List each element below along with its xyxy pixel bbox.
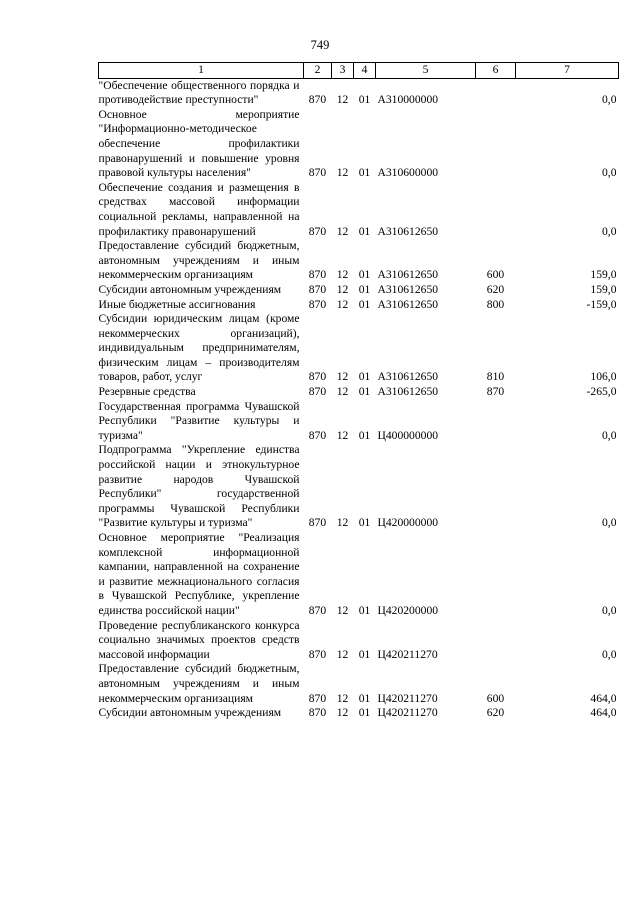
table-row: [99, 443, 619, 531]
row-target-code: А310612650: [377, 370, 439, 384]
row-subsection: 01: [358, 706, 371, 720]
row-amount: 0,0: [602, 166, 617, 180]
row-subsection: 01: [358, 691, 371, 705]
header-col-4: 4: [354, 63, 376, 79]
row-section: 12: [336, 706, 349, 720]
row-admin-code: 870: [308, 297, 327, 311]
row-admin-code: 870: [308, 166, 327, 180]
row-target-code: Ц420211270: [377, 691, 438, 705]
row-name: Предоставление субсидий бюджетным, автономным учреждениям и иным некоммерческим организациям: [98, 239, 300, 282]
row-expense-type: 810: [486, 370, 505, 384]
row-section: 12: [336, 297, 349, 311]
row-admin-code: 870: [308, 691, 327, 705]
row-name: Субсидии автономным учреждениям: [98, 706, 282, 720]
row-target-code: А310612650: [377, 282, 439, 296]
row-expense-type: 600: [486, 691, 505, 705]
row-amount: 464,0: [590, 706, 617, 720]
table-header-row: [99, 63, 619, 79]
row-section: 12: [336, 428, 349, 442]
row-subsection: 01: [358, 385, 371, 399]
row-admin-code: 870: [308, 706, 327, 720]
row-section: 12: [336, 516, 349, 530]
row-amount: 0,0: [602, 224, 617, 238]
row-expense-type: 620: [486, 706, 505, 720]
row-subsection: 01: [358, 516, 371, 530]
row-target-code: А310612650: [377, 297, 439, 311]
row-target-code: Ц420211270: [377, 647, 438, 661]
row-expense-type: [476, 108, 516, 181]
row-section: 12: [336, 647, 349, 661]
row-target-code: А310612650: [377, 224, 439, 238]
row-subsection: 01: [358, 603, 371, 617]
row-amount: 159,0: [590, 282, 617, 296]
row-admin-code: 870: [308, 647, 327, 661]
table-row: [99, 400, 619, 444]
row-subsection: 01: [358, 224, 371, 238]
row-amount: 0,0: [602, 516, 617, 530]
row-admin-code: 870: [308, 268, 327, 282]
row-admin-code: 870: [308, 282, 327, 296]
row-name: Основное мероприятие "Реализация комплексной информационной кампании, направленной на сохранение и развитие межнационального согласия в Чувашской Республике, укрепление единства российской нации": [98, 531, 300, 617]
row-name: Субсидии автономным учреждениям: [98, 282, 282, 296]
row-section: 12: [336, 691, 349, 705]
row-name: Подпрограмма "Укрепление единства российской нации и этнокультурное развитие народов Чувашской Республики" государственной программы Чувашской Республики "Развитие культуры и туризма": [98, 443, 300, 530]
table-row: [99, 108, 619, 181]
table-row: [99, 181, 619, 239]
row-target-code: Ц400000000: [377, 428, 439, 442]
row-amount: 0,0: [602, 647, 617, 661]
row-section: 12: [336, 370, 349, 384]
budget-table: [98, 62, 619, 721]
row-expense-type: 870: [486, 385, 505, 399]
table-row: [99, 312, 619, 385]
row-target-code: А310612650: [377, 268, 439, 282]
row-expense-type: [476, 181, 516, 239]
header-col-2: 2: [304, 63, 332, 79]
table-row: [99, 531, 619, 619]
row-target-code: А310000000: [377, 93, 439, 107]
row-target-code: А310612650: [377, 385, 439, 399]
row-section: 12: [336, 93, 349, 107]
table-row: [99, 662, 619, 706]
row-amount: -159,0: [586, 297, 617, 311]
row-expense-type: [476, 400, 516, 444]
row-amount: 0,0: [602, 428, 617, 442]
row-subsection: 01: [358, 428, 371, 442]
row-subsection: 01: [358, 282, 371, 296]
row-amount: -265,0: [586, 385, 617, 399]
table-body: [99, 78, 619, 721]
row-target-code: Ц420000000: [377, 516, 439, 530]
row-admin-code: 870: [308, 603, 327, 617]
row-subsection: 01: [358, 647, 371, 661]
header-col-6: 6: [476, 63, 516, 79]
row-expense-type: 800: [486, 297, 505, 311]
row-section: 12: [336, 603, 349, 617]
row-subsection: 01: [358, 93, 371, 107]
table-row: [99, 239, 619, 283]
row-name: Субсидии юридическим лицам (кроме некоммерческих организаций), индивидуальным предпринимателям, физическим лицам – производителям товаров, работ, услуг: [98, 312, 300, 384]
row-section: 12: [336, 224, 349, 238]
row-subsection: 01: [358, 268, 371, 282]
row-name: Резервные средства: [98, 385, 196, 399]
row-expense-type: [476, 619, 516, 663]
row-expense-type: [476, 78, 516, 108]
row-section: 12: [336, 282, 349, 296]
row-target-code: Ц420211270: [377, 706, 438, 720]
header-col-7: 7: [516, 63, 619, 79]
table-row: [99, 283, 619, 298]
row-admin-code: 870: [308, 385, 327, 399]
header-col-1: 1: [99, 63, 304, 79]
row-amount: 464,0: [590, 691, 617, 705]
row-section: 12: [336, 166, 349, 180]
row-admin-code: 870: [308, 370, 327, 384]
header-col-3: 3: [332, 63, 354, 79]
row-amount: 159,0: [590, 268, 617, 282]
row-admin-code: 870: [308, 224, 327, 238]
row-name: Обеспечение создания и размещения в средствах массовой информации социальной рекламы, направленной на профилактику правонарушений: [98, 180, 300, 238]
row-name: Государственная программа Чувашской Республики "Развитие культуры и туризма": [98, 399, 300, 442]
row-name: Иные бюджетные ассигнования: [98, 297, 256, 311]
row-target-code: А310600000: [377, 166, 439, 180]
row-amount: 106,0: [590, 370, 617, 384]
row-amount: 0,0: [602, 93, 617, 107]
row-amount: 0,0: [602, 603, 617, 617]
row-expense-type: [476, 531, 516, 619]
table-row: [99, 298, 619, 313]
row-name: Предоставление субсидий бюджетным, автономным учреждениям и иным некоммерческим организациям: [98, 662, 300, 705]
page-number: 749: [310, 38, 330, 52]
row-name: Проведение республиканского конкурса социально значимых проектов средств массовой информации: [98, 618, 300, 661]
header-col-5: 5: [376, 63, 476, 79]
row-admin-code: 870: [308, 93, 327, 107]
row-expense-type: 600: [486, 268, 505, 282]
row-subsection: 01: [358, 166, 371, 180]
row-target-code: Ц420200000: [377, 603, 439, 617]
table-row: [99, 706, 619, 721]
table-row: [99, 619, 619, 663]
row-expense-type: [476, 443, 516, 531]
row-admin-code: 870: [308, 428, 327, 442]
table-row: [99, 385, 619, 400]
row-name: Основное мероприятие "Информационно-методическое обеспечение профилактики правонарушений и повышение уровня правовой культуры населения": [98, 107, 300, 180]
row-subsection: 01: [358, 297, 371, 311]
row-admin-code: 870: [308, 516, 327, 530]
row-subsection: 01: [358, 370, 371, 384]
table-row: [99, 78, 619, 108]
row-name: "Обеспечение общественного порядка и противодействие преступности": [98, 78, 300, 107]
row-section: 12: [336, 385, 349, 399]
row-section: 12: [336, 268, 349, 282]
row-expense-type: 620: [486, 282, 505, 296]
